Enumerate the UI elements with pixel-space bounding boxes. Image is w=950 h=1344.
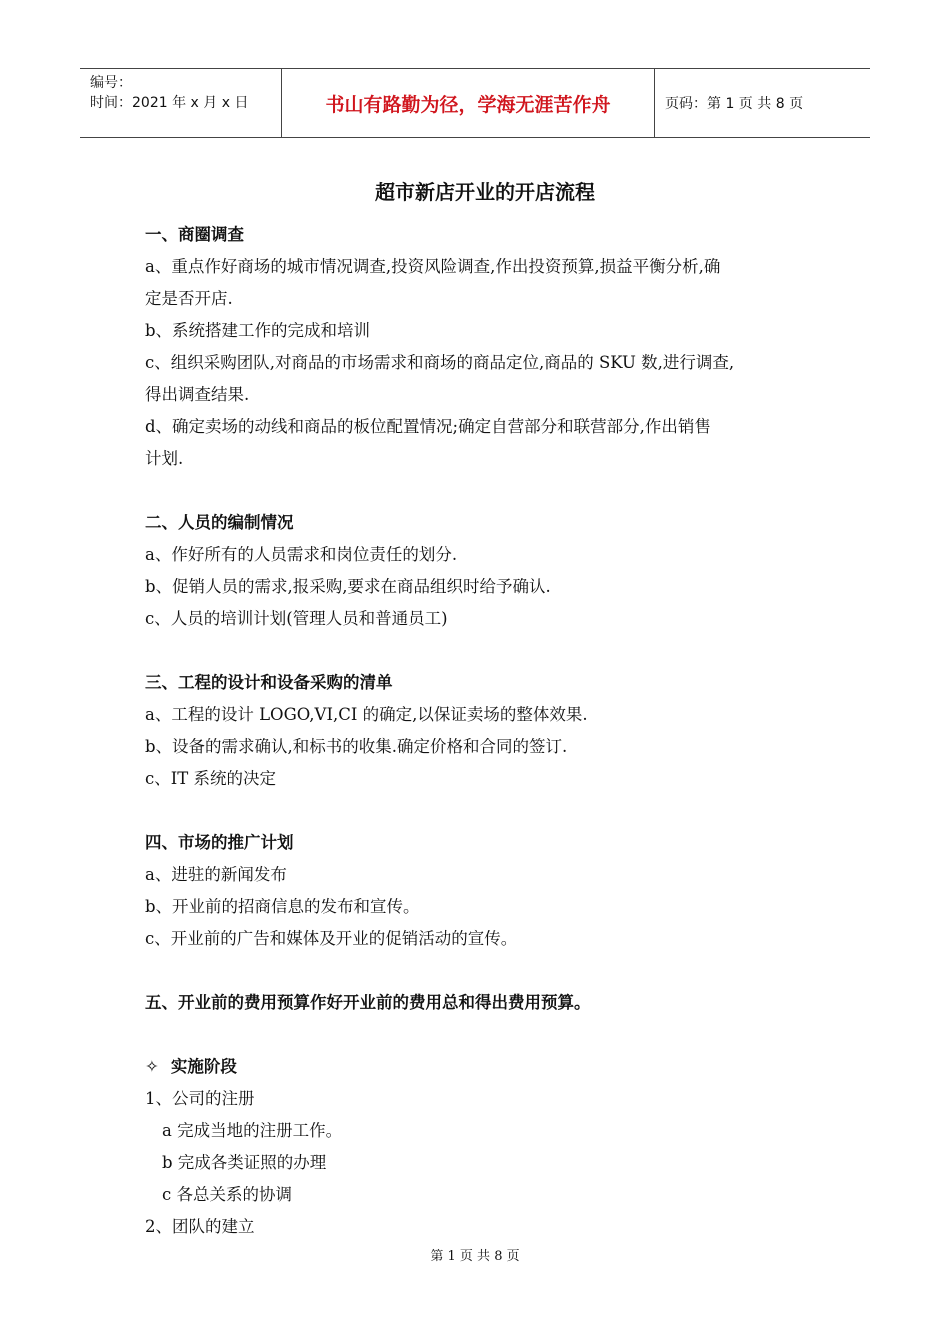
section-line: d、确定卖场的动线和商品的板位配置情况;确定自营部分和联营部分,作出销售 bbox=[145, 417, 711, 436]
document-body bbox=[145, 176, 825, 1243]
header-page-info: 页码：第 1 页 共 8 页 bbox=[665, 96, 804, 112]
page-footer: 第 1 页 共 8 页 bbox=[430, 1249, 520, 1264]
section-heading: 二、人员的编制情况 bbox=[145, 513, 294, 532]
phase-heading: 实施阶段 bbox=[170, 1057, 237, 1076]
phase-subitem: b 完成各类证照的办理 bbox=[162, 1153, 327, 1172]
phase-heading-row bbox=[145, 1051, 825, 1083]
spacer bbox=[145, 1019, 825, 1051]
phase-item: 1、公司的注册 bbox=[145, 1089, 255, 1108]
spacer bbox=[145, 795, 825, 827]
section-heading: 三、工程的设计和设备采购的清单 bbox=[145, 673, 393, 692]
section-line: a、作好所有的人员需求和岗位责任的划分. bbox=[145, 545, 458, 564]
phase-subitem: c 各总关系的协调 bbox=[162, 1185, 292, 1204]
phase-subitem: a 完成当地的注册工作。 bbox=[162, 1121, 343, 1140]
spacer bbox=[145, 635, 825, 667]
section-line: b、促销人员的需求,报采购,要求在商品组织时给予确认. bbox=[145, 577, 551, 596]
header-meta bbox=[80, 69, 282, 137]
section-line: b、系统搭建工作的完成和培训 bbox=[145, 321, 371, 340]
header-motto: 书山有路勤为径，学海无涯苦作舟 bbox=[282, 69, 655, 137]
time-label: 时间：2021 年 x 月 x 日 bbox=[90, 95, 249, 111]
section-heading: 四、市场的推广计划 bbox=[145, 833, 294, 852]
section-line: c、组织采购团队,对商品的市场需求和商场的商品定位,商品的 SKU 数,进行调查, bbox=[145, 353, 735, 372]
diamond-bullet-icon: ✧ bbox=[145, 1057, 159, 1076]
section-line: a、进驻的新闻发布 bbox=[145, 865, 287, 884]
section-line: c、开业前的广告和媒体及开业的促销活动的宣传。 bbox=[145, 929, 518, 948]
number-label: 编号： bbox=[90, 75, 132, 91]
phase-item: 2、团队的建立 bbox=[145, 1217, 255, 1236]
section-line: a、工程的设计 LOGO,VI,CI 的确定,以保证卖场的整体效果. bbox=[145, 705, 588, 724]
section-heading: 五、开业前的费用预算作好开业前的费用总和得出费用预算。 bbox=[145, 993, 591, 1012]
section-line: b、设备的需求确认,和标书的收集.确定价格和合同的签订. bbox=[145, 737, 568, 756]
spacer bbox=[145, 475, 825, 507]
section-line: c、IT 系统的决定 bbox=[145, 769, 277, 788]
spacer bbox=[145, 955, 825, 987]
section-line: 计划. bbox=[145, 449, 184, 468]
section-line: 定是否开店. bbox=[145, 289, 233, 308]
document-header bbox=[80, 68, 870, 138]
section-line: b、开业前的招商信息的发布和宣传。 bbox=[145, 897, 420, 916]
section-line: 得出调查结果. bbox=[145, 385, 250, 404]
document-title: 超市新店开业的开店流程 bbox=[375, 180, 595, 204]
section-heading: 一、商圈调查 bbox=[145, 225, 244, 244]
section-line: a、重点作好商场的城市情况调查,投资风险调查,作出投资预算,损益平衡分析,确 bbox=[145, 257, 721, 276]
section-line: c、人员的培训计划(管理人员和普通员工) bbox=[145, 609, 448, 628]
